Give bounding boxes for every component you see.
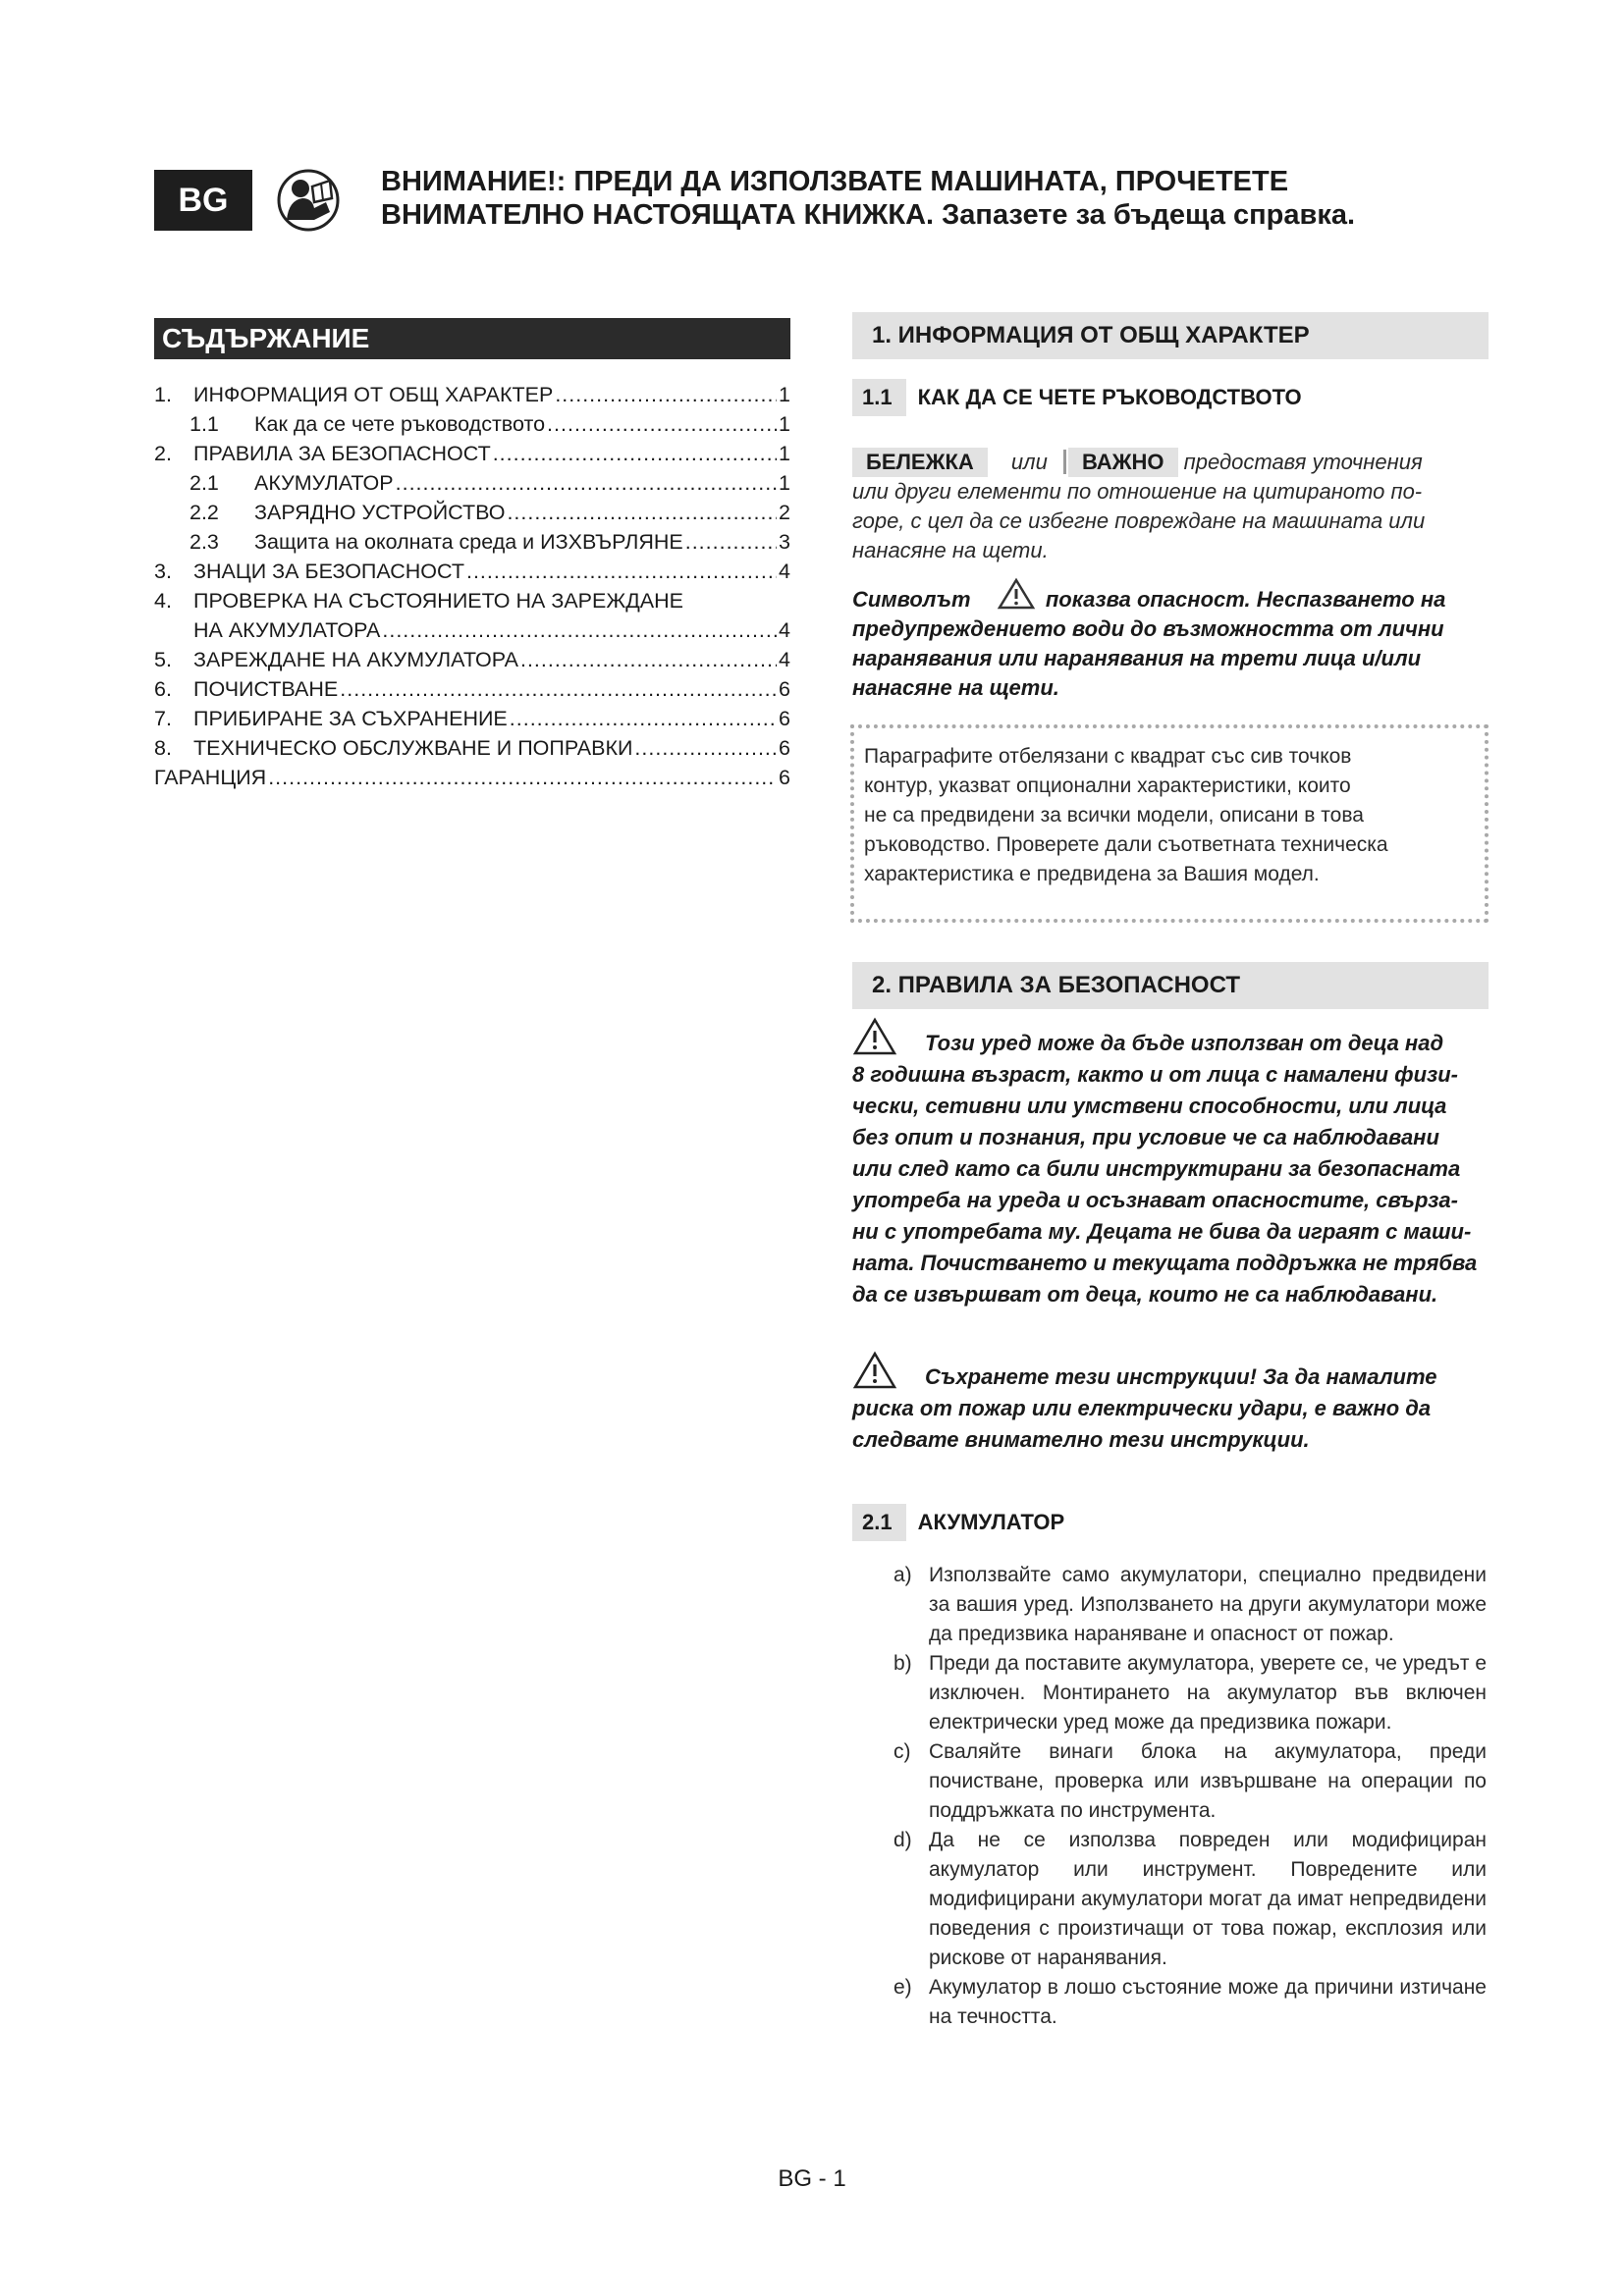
- warning-text: следвате внимателно тези инструкции.: [852, 1427, 1310, 1452]
- toc-entry[interactable]: [154, 442, 790, 471]
- toc-num: 8.: [154, 736, 172, 760]
- list-marker: e): [893, 1976, 912, 1999]
- list-text: Сваляйте винаги блока на акумулатора, преди почистване, проверка или извършване на операции по поддръжката по инструмента.: [929, 1740, 1487, 1822]
- list-text: Преди да поставите акумулатора, уверете се, че уредът е изключен. Монтирането на акумулатор във включен електрически уред може да предизвика пожари.: [929, 1652, 1487, 1734]
- toc-num: 3.: [154, 560, 172, 583]
- list-item: [893, 1561, 1487, 1649]
- toc-num: 5.: [154, 648, 172, 671]
- toc-page: 1: [779, 383, 790, 406]
- toc-page: 6: [779, 677, 790, 701]
- toc-entry[interactable]: [154, 648, 790, 677]
- section-2-heading: 2. ПРАВИЛА ЗА БЕЗОПАСНОСТ: [852, 962, 1489, 1009]
- battery-instructions-list: [893, 1561, 1487, 2032]
- list-item: [893, 1737, 1487, 1826]
- warning-text: чески, сетивни или умствени способности, или лица: [852, 1094, 1447, 1118]
- list-marker: c): [893, 1740, 911, 1763]
- list-marker: b): [893, 1652, 912, 1675]
- box-text: характеристика е предвидена за Вашия модел.: [864, 863, 1320, 885]
- toc-entry[interactable]: [154, 677, 790, 707]
- warning-triangle-icon: [997, 577, 1036, 611]
- subsection-1-1-heading: [852, 379, 1302, 416]
- toc-leader: [507, 501, 777, 525]
- symbol-text: показва опасност. Неспазването на: [1045, 587, 1446, 612]
- toc-num: 2.3: [189, 530, 219, 554]
- warning-text: 8 годишна възраст, както и от лица с намалени физи-: [852, 1062, 1458, 1087]
- list-text: Акумулатор в лошо състояние може да причини изтичане на течността.: [929, 1976, 1487, 2028]
- children-warning: [852, 1017, 1487, 1310]
- list-item: [893, 1973, 1487, 2032]
- toc-leader: [555, 383, 777, 407]
- toc-num: 7.: [154, 707, 172, 730]
- warning-text: ни с употребата му. Децата не бива да играят с маши-: [852, 1219, 1472, 1244]
- list-item: [893, 1649, 1487, 1737]
- subsection-title: АКУМУЛАТОР: [917, 1510, 1065, 1534]
- toc-entry[interactable]: [154, 766, 790, 795]
- toc-leader: [268, 766, 777, 790]
- list-text: Използвайте само акумулатори, специално предвидени за вашия уред. Използването на други акумулатори може да предизвика нараняване и опасност от пожар.: [929, 1564, 1487, 1645]
- toc-page: 6: [779, 766, 790, 789]
- toc-title: АКУМУЛАТОР: [254, 471, 394, 495]
- toc-page: 4: [779, 560, 790, 583]
- list-text: Да не се използва повреден или модифициран акумулатор или инструмент. Повредените или модифицирани акумулатори могат да имат непредвидени поведения с произтичащи от това пожар, експлозия или рискове от наранявания.: [929, 1829, 1487, 1969]
- warning-text: Съхранете тези инструкции! За да намалите: [925, 1364, 1437, 1389]
- toc-title: Как да се чете ръководството: [254, 412, 546, 436]
- toc-page: 2: [779, 501, 790, 524]
- warning-header: [381, 165, 1520, 232]
- toc-title: ЗНАЦИ ЗА БЕЗОПАСНОСТ: [193, 560, 464, 583]
- toc-entry[interactable]: [154, 383, 790, 412]
- toc-title: НА АКУМУЛАТОРА: [193, 618, 381, 642]
- toc-title: Защита на околната среда и ИЗХВЪРЛЯНЕ: [254, 530, 683, 554]
- optional-features-box: [850, 724, 1489, 923]
- toc-num: 6.: [154, 677, 172, 701]
- symbol-word: Символът: [852, 587, 971, 612]
- toc-page: 1: [779, 412, 790, 436]
- subsection-number: 2.1: [852, 1504, 906, 1541]
- toc-leader: [510, 707, 777, 731]
- toc-leader: [634, 736, 777, 761]
- list-item: [893, 1826, 1487, 1973]
- toc-leader: [466, 560, 777, 584]
- toc-page: 3: [779, 530, 790, 554]
- list-marker: a): [893, 1564, 912, 1586]
- symbol-text: наранявания или наранявания на трети лица и/или: [852, 646, 1422, 670]
- note-tag: БЕЛЕЖКА: [852, 448, 988, 477]
- note-text: предоставя уточнения: [1183, 450, 1423, 474]
- warning-line-2: ВНИМАТЕЛНО НАСТОЯЩАТА КНИЖКА. Запазете за бъдеща справка.: [381, 199, 1356, 231]
- toc-title: ПРАВИЛА ЗА БЕЗОПАСНОСТ: [193, 442, 491, 465]
- note-paragraph: [852, 448, 1481, 703]
- list-marker: d): [893, 1829, 912, 1851]
- toc-leader: [382, 618, 777, 643]
- toc-entry[interactable]: [154, 471, 790, 501]
- toc-title: ТЕХНИЧЕСКО ОБСЛУЖВАНЕ И ПОПРАВКИ: [193, 736, 633, 760]
- warning-triangle-icon: [852, 1017, 897, 1056]
- box-text: ръководство. Проверете дали съответната техническа: [864, 833, 1388, 856]
- toc-entry[interactable]: [154, 589, 790, 618]
- note-text: или други елементи по отношение на цитираното по-: [852, 479, 1423, 504]
- language-badge: BG: [154, 170, 252, 231]
- toc-num: 2.2: [189, 501, 219, 524]
- warning-text: ната. Почистването и текущата поддръжка не трябва: [852, 1251, 1478, 1275]
- toc-title: ГАРАНЦИЯ: [154, 766, 267, 789]
- toc-page: 4: [779, 648, 790, 671]
- toc-entry[interactable]: [154, 412, 790, 442]
- important-tag: ВАЖНО: [1068, 448, 1178, 477]
- toc-title: ЗАРЕЖДАНЕ НА АКУМУЛАТОРА: [193, 648, 518, 671]
- warning-text: или след като са били инструктирани за безопасната: [852, 1156, 1461, 1181]
- toc-num: 4.: [154, 589, 172, 613]
- toc-leader: [520, 648, 777, 672]
- toc-entry[interactable]: [154, 530, 790, 560]
- toc-entry[interactable]: [154, 501, 790, 530]
- warning-text: Този уред може да бъде използван от деца над: [925, 1031, 1444, 1055]
- warning-text: риска от пожар или електрически удари, е важно да: [852, 1396, 1432, 1420]
- toc-title: ПОЧИСТВАНЕ: [193, 677, 339, 701]
- warning-text: употреба на уреда и осъзнават опасностите, свърза-: [852, 1188, 1458, 1212]
- toc-leader: [493, 442, 777, 466]
- toc-page: 6: [779, 736, 790, 760]
- toc-title: ЗАРЯДНО УСТРОЙСТВО: [254, 501, 506, 524]
- box-text: контур, указват опционални характеристики, които: [864, 774, 1351, 797]
- toc-page: 1: [779, 442, 790, 465]
- note-text: нанасяне на щети.: [852, 538, 1049, 562]
- subsection-2-1-heading: [852, 1504, 1064, 1541]
- toc-num: 1.1: [189, 412, 219, 436]
- toc-leader: [547, 412, 777, 437]
- symbol-text: нанасяне на щети.: [852, 675, 1059, 700]
- toc-entry[interactable]: [154, 560, 790, 589]
- or-word: или: [1010, 450, 1048, 474]
- toc-title: ПРИБИРАНЕ ЗА СЪХРАНЕНИЕ: [193, 707, 508, 730]
- page-number: BG - 1: [778, 2165, 846, 2192]
- toc-page: 4: [779, 618, 790, 642]
- toc-title: ПРОВЕРКА НА СЪСТОЯНИЕТО НА ЗАРЕЖДАНЕ: [193, 589, 683, 613]
- warning-text: да се извършват от деца, които не са наблюдавани.: [852, 1282, 1438, 1307]
- toc-num: 2.1: [189, 471, 219, 495]
- warning-text: без опит и познания, при условие че са наблюдавани: [852, 1125, 1439, 1149]
- subsection-number: 1.1: [852, 379, 906, 416]
- toc-page: 1: [779, 471, 790, 495]
- toc-num: 2.: [154, 442, 172, 465]
- toc-num: 1.: [154, 383, 172, 406]
- toc-heading: СЪДЪРЖАНИЕ: [154, 318, 790, 359]
- toc-leader: [396, 471, 777, 496]
- read-manual-icon: [275, 169, 342, 232]
- table-of-contents: [154, 383, 790, 795]
- toc-title: ИНФОРМАЦИЯ ОТ ОБЩ ХАРАКТЕР: [193, 383, 554, 406]
- toc-entry[interactable]: [154, 736, 790, 766]
- toc-leader: [340, 677, 777, 702]
- toc-leader: [685, 530, 777, 555]
- toc-page: 6: [779, 707, 790, 730]
- toc-entry-continued[interactable]: [154, 618, 790, 648]
- box-text: не са предвидени за всички модели, описани в това: [864, 804, 1364, 827]
- warning-line-1: ВНИМАНИЕ!: ПРЕДИ ДА ИЗПОЛЗВАТЕ МАШИНАТА, ПРОЧЕТЕТЕ: [381, 166, 1289, 197]
- section-1-heading: 1. ИНФОРМАЦИЯ ОТ ОБЩ ХАРАКТЕР: [852, 312, 1489, 359]
- symbol-text: предупреждението води до възможността от лични: [852, 616, 1444, 641]
- subsection-title: КАК ДА СЕ ЧЕТЕ РЪКОВОДСТВОТО: [917, 385, 1302, 409]
- warning-triangle-icon: [852, 1351, 897, 1390]
- toc-entry[interactable]: [154, 707, 790, 736]
- keep-instructions-warning: [852, 1351, 1487, 1456]
- box-text: Параграфите отбелязани с квадрат със сив точков: [864, 745, 1352, 768]
- note-text: горе, с цел да се избегне повреждане на машината или: [852, 508, 1426, 533]
